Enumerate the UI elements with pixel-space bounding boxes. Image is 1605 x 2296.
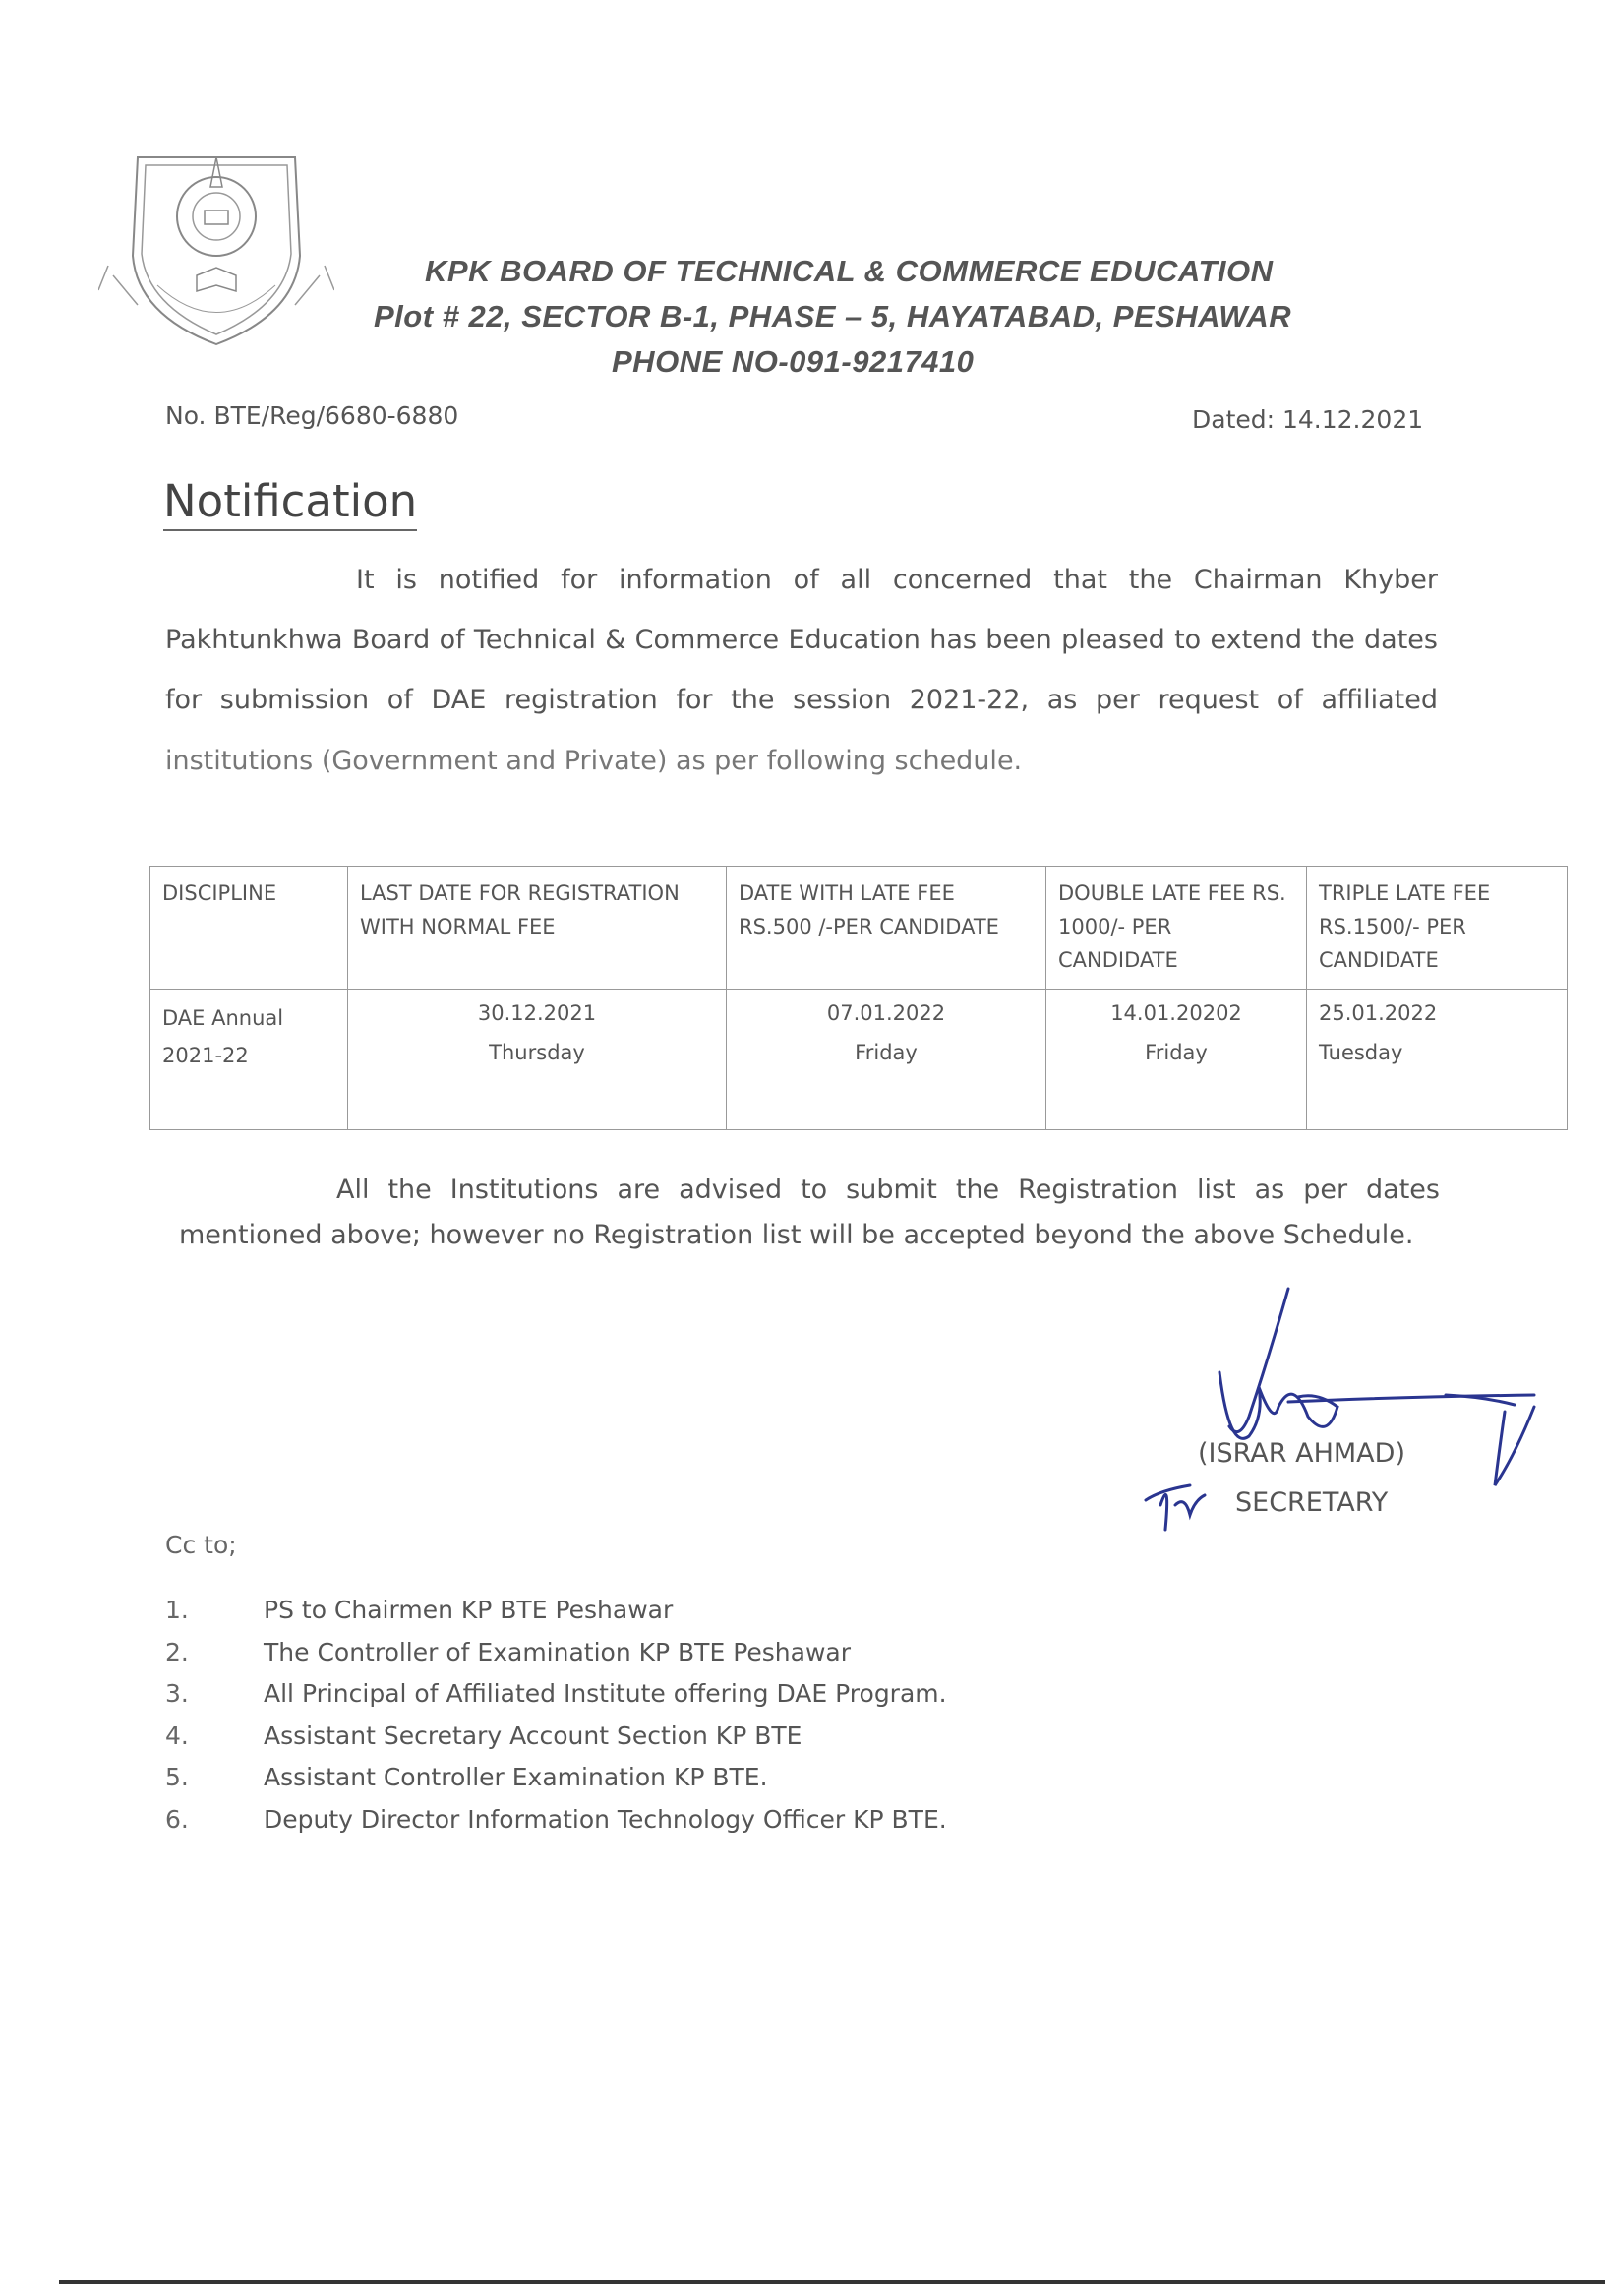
cc-number: 2.	[165, 1637, 189, 1666]
list-item	[165, 1596, 947, 1638]
triple-late-fee-date: 25.01.2022	[1319, 1001, 1438, 1025]
table-row	[150, 990, 1568, 1130]
discipline-cell: DAE Annual 2021-22	[150, 990, 348, 1130]
header-discipline: DISCIPLINE	[150, 867, 348, 990]
cc-text: PS to Chairmen KP BTE Peshawar	[264, 1596, 674, 1624]
list-item	[165, 1679, 947, 1722]
double-late-fee-day: Friday	[1145, 1041, 1208, 1064]
header-late-fee: DATE WITH LATE FEE RS.500 /-PER CANDIDATE	[727, 867, 1046, 990]
board-name: KPK BOARD OF TECHNICAL & COMMERCE EDUCATION	[425, 254, 1274, 288]
cc-text: The Controller of Examination KP BTE Peshawar	[264, 1637, 851, 1666]
normal-fee-cell	[348, 990, 727, 1130]
body-line-4: institutions (Government and Private) as per following schedule.	[165, 746, 1023, 776]
cc-text: Assistant Secretary Account Section KP BTE	[264, 1721, 802, 1750]
board-seal-logo	[98, 138, 334, 354]
cc-list	[165, 1596, 947, 1846]
normal-fee-date: 30.12.2021	[477, 1001, 597, 1025]
normal-fee-day: Thursday	[489, 1041, 585, 1064]
list-item	[165, 1763, 947, 1805]
cc-number: 6.	[165, 1804, 189, 1834]
list-item	[165, 1722, 947, 1764]
body-line-2: Pakhtunkhwa Board of Technical & Commerce Education has been pleased to extend the dates	[165, 625, 1438, 655]
body-line-3: for submission of DAE registration for the session 2021-22, as per request of affiliated	[165, 685, 1438, 715]
triple-late-fee-day: Tuesday	[1319, 1041, 1403, 1064]
advice-line-1: All the Institutions are advised to submit the Registration list as per dates	[336, 1175, 1440, 1205]
late-fee-day: Friday	[855, 1041, 918, 1064]
cc-number: 5.	[165, 1763, 189, 1791]
header-triple-late-fee: TRIPLE LATE FEE RS.1500/- PER CANDIDATE	[1307, 867, 1568, 990]
double-late-fee-cell	[1046, 990, 1307, 1130]
cc-number: 3.	[165, 1679, 189, 1708]
list-item	[165, 1805, 947, 1847]
list-item	[165, 1638, 947, 1680]
advice-line-2: mentioned above; however no Registration list will be accepted beyond the above Schedule.	[179, 1220, 1414, 1250]
board-phone: PHONE NO-091-9217410	[612, 344, 975, 379]
signatory-name: (ISRAR AHMAD)	[1198, 1438, 1405, 1469]
table-header-row	[150, 867, 1568, 990]
late-fee-date: 07.01.2022	[826, 1001, 946, 1025]
cc-number: 1.	[165, 1596, 189, 1624]
cc-label: Cc to;	[165, 1531, 237, 1559]
signatory-title: SECRETARY	[1235, 1487, 1389, 1518]
date: Dated: 14.12.2021	[1192, 405, 1424, 434]
double-late-fee-date: 14.01.20202	[1110, 1001, 1242, 1025]
body-line-1: It is notified for information of all concerned that the Chairman Khyber	[356, 565, 1438, 595]
page-bottom-border	[59, 2280, 1605, 2284]
cc-text: Assistant Controller Examination KP BTE.	[264, 1763, 768, 1791]
header-double-late-fee: DOUBLE LATE FEE RS. 1000/- PER CANDIDATE	[1046, 867, 1307, 990]
header-normal-fee: LAST DATE FOR REGISTRATION WITH NORMAL FEE	[348, 867, 727, 990]
board-address: Plot # 22, SECTOR B-1, PHASE – 5, HAYATABAD, PESHAWAR	[374, 299, 1292, 333]
triple-late-fee-cell	[1307, 990, 1568, 1130]
cc-text: All Principal of Affiliated Institute offering DAE Program.	[264, 1679, 947, 1708]
late-fee-cell	[727, 990, 1046, 1130]
schedule-table	[149, 866, 1568, 1130]
cc-number: 4.	[165, 1721, 189, 1750]
page-title: Notification	[163, 476, 417, 531]
reference-number: No. BTE/Reg/6680-6880	[165, 401, 459, 430]
cc-text: Deputy Director Information Technology Officer KP BTE.	[264, 1804, 947, 1834]
